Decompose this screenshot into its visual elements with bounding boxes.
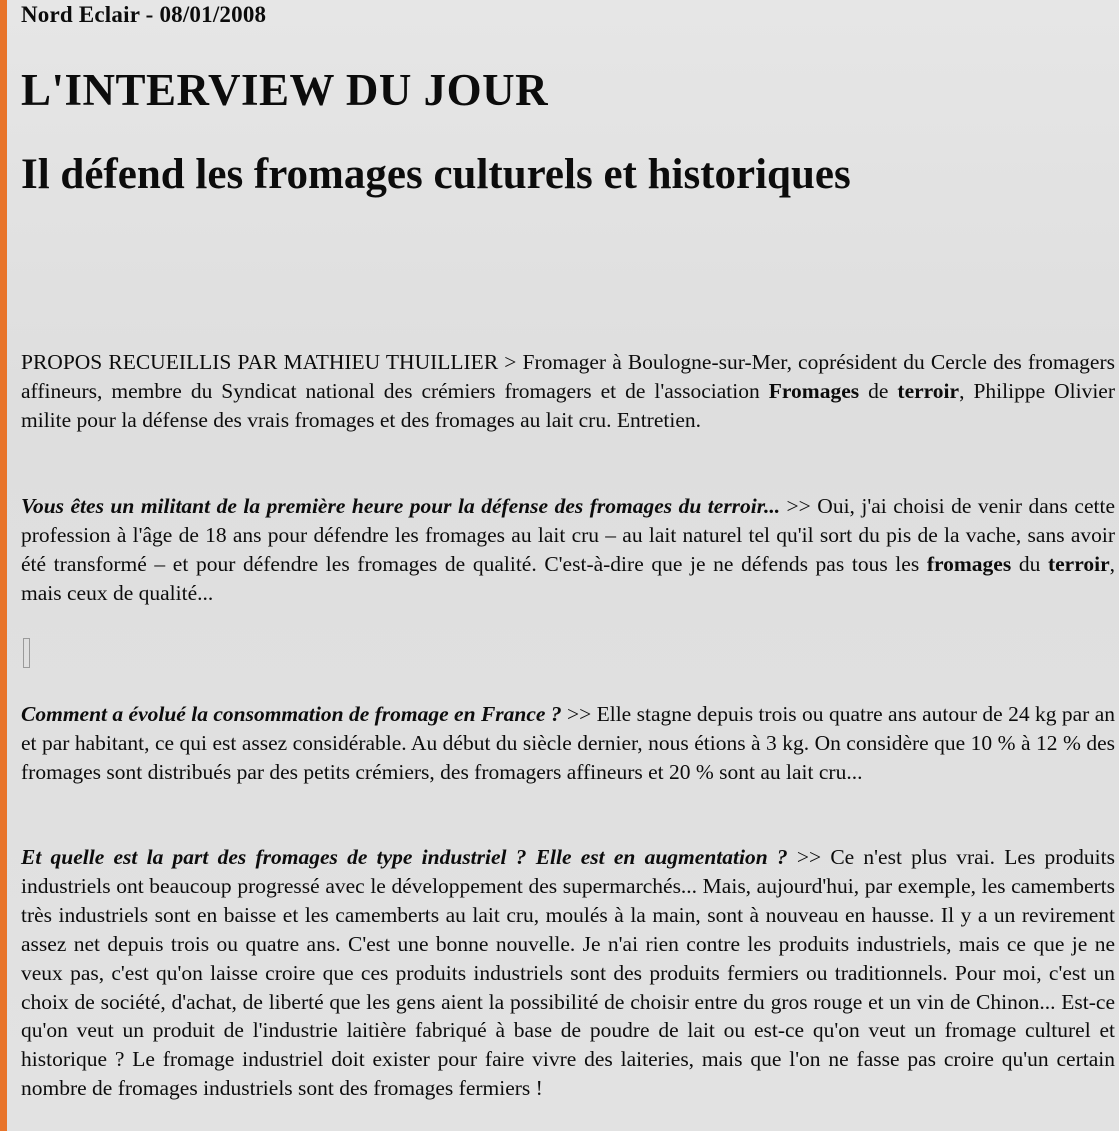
- question-1: Vous êtes un militant de la première heure pour la défense des fromages du terroir...: [21, 494, 781, 518]
- intro-lead: PROPOS RECUEILLIS PAR MATHIEU THUILLIER > Fromager à Boulogne-sur-Mer, coprésident du Cercle des fromagers affineurs, membre du Syndicat national des crémiers fromagers et de l'association: [21, 350, 1115, 403]
- intro-keyword-fromages: Fromages: [768, 378, 860, 403]
- intro-keyword-terroir: terroir: [897, 378, 960, 403]
- qa-paragraph-1: [21, 492, 1115, 608]
- source-line: Nord Eclair - 08/01/2008: [21, 2, 267, 27]
- broken-image-marker: [23, 638, 30, 668]
- question-3: Et quelle est la part des fromages de type industriel ? Elle est en augmentation ?: [21, 845, 788, 869]
- article-headline: Il défend les fromages culturels et historiques: [21, 151, 851, 198]
- answer-1-keyword-fromages: fromages: [926, 551, 1012, 576]
- qa-paragraph-3: [21, 843, 1115, 1103]
- intro-paragraph: [21, 348, 1115, 435]
- answer-1b: , mais ceux de qualité...: [21, 551, 1116, 605]
- question-2: Comment a évolué la consommation de fromage en France ?: [21, 702, 562, 726]
- intro-mid: de: [859, 378, 898, 403]
- answer-3: >> Ce n'est plus vrai. Les produits industriels ont beaucoup progressé avec le développement des supermarchés... Mais, aujourd'hui, par exemple, les camemberts très industriels sont en baisse et les camemberts au lait cru, moulés à la main, sont à nouveau en hausse. Il y a un revirement assez net depuis trois ou quatre ans. C'est une bonne nouvelle. Je n'ai rien contre les produits industriels, mais ce que je ne veux pas, c'est qu'on laisse croire que ces produits industriels sont des produits fermiers ou traditionnels. Pour moi, c'est un choix de société, d'achat, de liberté que les gens aient la possibilité de choisir entre du gros rouge et un vin de Chinon... Est-ce qu'on veut un produit de l'industrie laitière fabriqué à base de poudre de lait ou est-ce qu'on veut un fromage culturel et historique ? Le fromage industriel doit exister pour faire vivre des laiteries, mais que l'on ne fasse pas croire qu'un certain nombre de fromages industriels sont des fromages fermiers !: [21, 845, 1115, 1101]
- answer-1a: >> Oui, j'ai choisi de venir dans cette profession à l'âge de 18 ans pour défendre les fromages au lait cru – au lait naturel tel qu'il sort du pis de la vache, sans avoir été transformé – et pour défendre les fromages de qualité. C'est-à-dire que je ne défends pas tous les: [21, 494, 1115, 576]
- qa-paragraph-2: [21, 700, 1115, 787]
- answer-2: >> Elle stagne depuis trois ou quatre ans autour de 24 kg par an et par habitant, ce qui est assez considérable. Au début du siècle dernier, nous étions à 3 kg. On considère que 10 % à 12 % des fromages sont distribués par des petits crémiers, des fromagers affineurs et 20 % sont au lait cru...: [21, 702, 1115, 784]
- answer-1-keyword-terroir: terroir: [1047, 551, 1110, 576]
- newspaper-clipping: [7, 0, 1119, 1131]
- rubric-title: L'INTERVIEW DU JOUR: [21, 65, 549, 115]
- intro-rest: , Philippe Olivier milite pour la défense des vrais fromages et des fromages au lait cru. Entretien.: [21, 378, 1116, 432]
- answer-1-mid: du: [1011, 551, 1048, 576]
- page-edge: [0, 0, 7, 1131]
